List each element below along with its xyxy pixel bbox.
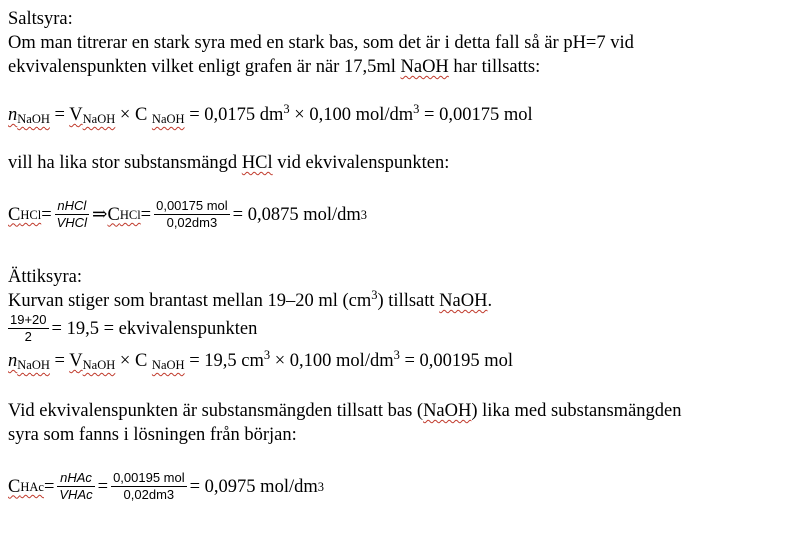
hcl-requirement-line: vill ha lika stor substansmängd HCl vid ekvivalenspunkten: [8, 153, 450, 173]
symbol-n: n [8, 351, 18, 371]
fraction-n-over-v-hcl: $\frac{\text{nHCl}}{\text{VHCl}}$ [56, 198, 87, 231]
implies-arrow: ⇒ [91, 204, 108, 225]
fraction-moles-over-volume-hcl: $\frac{\text{0,00175 mol}}{0,02dm3}$ [156, 198, 228, 231]
salt-paragraph-line2: ekvivalenspunkten vilket enligt grafen är när 17,5ml NaOH har tillsatts: [8, 57, 541, 77]
naoh-term: NaOH [400, 57, 449, 77]
fraction-n-over-v-hac: $\frac{\text{nHAc}}{\text{VHAc}}$ [59, 470, 93, 503]
equation-moles-naoh: $n_{NaOH} = V_{NaOH} \times C$ $_{NaOH}$ = 0,0175 $dm^3 \times 0,100$ mol/$dm^3 = 0,00175$ mol [8, 102, 533, 126]
equivalence-point-fraction-line: $\frac{19+20}{2}$ = 19,5 = ekvivalenspunkten [10, 312, 258, 345]
saltsyra-heading: Saltsyra: [8, 9, 73, 29]
equation-moles-naoh-acetic: $n_{NaOH} = V_{NaOH} \times C$ $_{NaOH}$ = 19,5 $cm^3 \times 0,100$ mol/$dm^3 = 0,00195$ mol [8, 348, 514, 372]
symbol-n: n [8, 105, 18, 125]
acetic-paragraph-line1: Vid ekvivalenspunkten är substansmängden tillsatt bas (NaOH) lika med substansmängden [8, 401, 682, 421]
equation-concentration-hcl: C HCl = $\frac{\text{nHCl}}{\text{VHCl}}$ ⇒ C HCl = $\frac{\text{0,00175 mol}}{0,02dm3}$ = 0,0875 mol/dm 3 [8, 198, 368, 231]
naoh-term: NaOH [423, 401, 472, 421]
salt-paragraph-line1: Om man titrerar en stark syra med en stark bas, som det är i detta fall så är pH=7 vid [8, 33, 634, 53]
hcl-term: HCl [241, 153, 273, 173]
equation-concentration-hac: C HAc = $\frac{\text{nHAc}}{\text{VHAc}}$ = $\frac{\text{0,00195 mol}}{0,02dm3}$ = 0,0975 mol/dm 3 [8, 470, 324, 503]
fraction-average: $\frac{19+20}{2}$ [10, 312, 47, 345]
fraction-moles-over-volume-hac: $\frac{\text{0,00195 mol}}{0,02dm3}$ [113, 470, 185, 503]
acetic-curve-line: Kurvan stiger som brantast mellan 19–20 ml $(cm^3)$ tillsatt NaOH. [8, 288, 493, 311]
acetic-paragraph-line2: syra som fanns i lösningen från början: [8, 425, 297, 445]
naoh-term: NaOH [439, 291, 488, 311]
attiksyra-heading: Ättiksyra: [8, 267, 82, 287]
